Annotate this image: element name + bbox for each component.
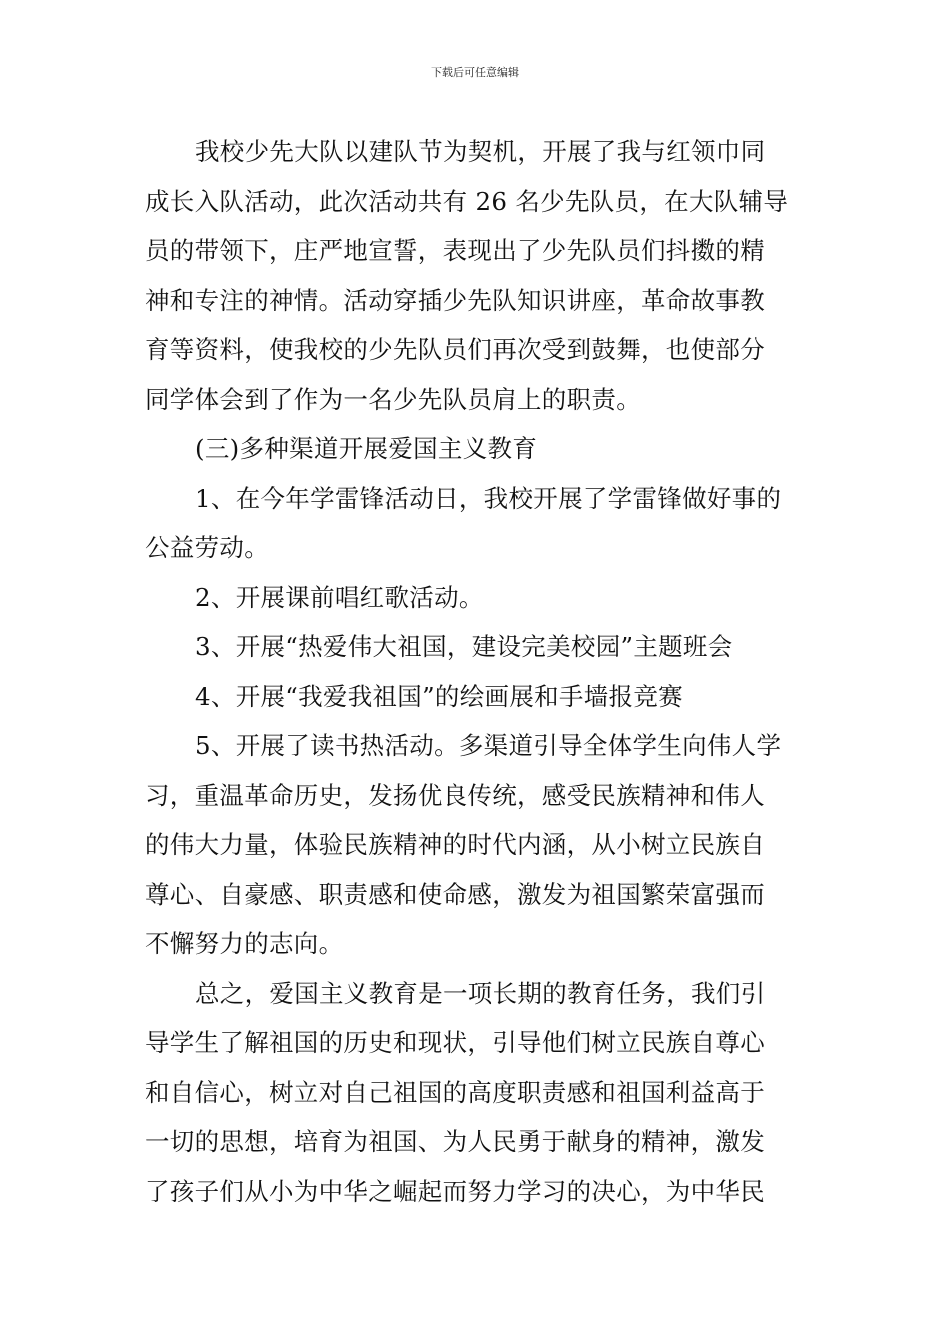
list-item-line: 不懈努力的志向。 — [145, 929, 344, 958]
section-heading: (三)多种渠道开展爱国主义教育 — [195, 434, 538, 463]
list-item-line: 2、开展课前唱红歌活动。 — [195, 582, 484, 612]
document-body — [145, 127, 805, 1216]
list-item-line: 尊心、自豪感、职责感和使命感，激发为祖国繁荣富强而 — [145, 879, 765, 909]
paragraph-line: 总之，爱国主义教育是一项长期的教育任务，我们引 — [195, 978, 766, 1008]
paragraph-line: 同学体会到了作为一名少先队员肩上的职责。 — [145, 384, 641, 414]
paragraph-line: 育等资料，使我校的少先队员们再次受到鼓舞，也使部分 — [145, 335, 765, 364]
list-item-line: 5、开展了读书热活动。多渠道引导全体学生向伟人学 — [195, 731, 782, 760]
list-item-line: 公益劳动。 — [145, 533, 269, 562]
paragraph-line: 导学生了解祖国的历史和现状，引导他们树立民族自尊心 — [145, 1028, 765, 1057]
paragraph-line: 和自信心，树立对自己祖国的高度职责感和祖国利益高于 — [145, 1077, 765, 1107]
list-item-line: 1、在今年学雷锋活动日，我校开展了学雷锋做好事的 — [195, 483, 782, 513]
list-item-line: 4、开展“我爱我祖国”的绘画展和手墙报竞赛 — [195, 681, 683, 711]
page-header: 下载后可任意编辑 — [431, 66, 519, 79]
paragraph-line: 神和专注的神情。活动穿插少先队知识讲座，革命故事教 — [145, 285, 765, 315]
paragraph-line: 我校少先大队以建队节为契机，开展了我与红领巾同 — [195, 137, 766, 166]
list-item-line: 的伟大力量，体验民族精神的时代内涵，从小树立民族自 — [145, 830, 765, 859]
paragraph-line: 成长入队活动，此次活动共有 26 名少先队员，在大队辅导 — [145, 186, 789, 216]
paragraph-line: 一切的思想，培育为祖国、为人民勇于献身的精神，激发 — [145, 1127, 765, 1156]
paragraph-line: 了孩子们从小为中华之崛起而努力学习的决心，为中华民 — [145, 1176, 765, 1206]
list-item-line: 习，重温革命历史，发扬优良传统，感受民族精神和伟人 — [145, 780, 765, 810]
list-item-line: 3、开展“热爱伟大祖国，建设完美校园”主题班会 — [195, 632, 733, 661]
paragraph-line: 员的带领下，庄严地宣誓，表现出了少先队员们抖擞的精 — [145, 236, 765, 265]
